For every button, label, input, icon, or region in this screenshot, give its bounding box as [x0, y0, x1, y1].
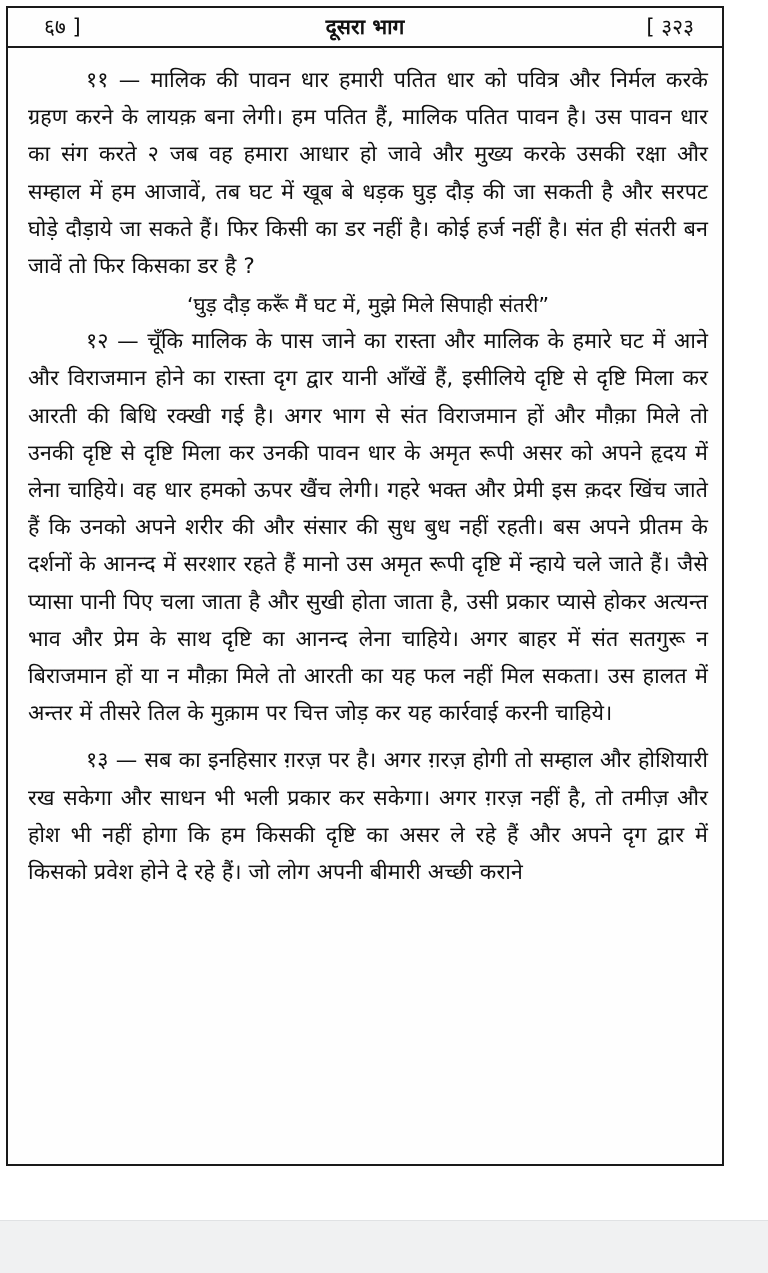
running-title: दूसरा भाग	[325, 15, 405, 39]
paragraph-gap	[28, 732, 708, 742]
page-body	[8, 48, 722, 891]
book-page	[6, 6, 724, 1166]
page-header	[8, 8, 722, 48]
paragraph-12: १२ — चूँकि मालिक के पास जाने का रास्ता और मालिक के हमारे घट में आने और विराजमान होने का रास्ता दृग द्वार यानी आँखें हैं, इसीलिये दृष्टि से दृष्टि मिला कर आरती की बिधि रक्खी गई है। अगर भाग से संत विराजमान हों और मौक़ा मिले तो उनकी दृष्टि से दृष्टि मिला कर उनकी पावन धार के अमृत रूपी असर को अपने हृदय में लेना चाहिये। वह धार हमको ऊपर खैंच लेगी। गहरे भक्त और प्रेमी इस क़दर खिंच जाते हैं कि उनको अपने शरीर की और संसार की सुध बुध नहीं रहती। बस अपने प्रीतम के दर्शनों के आनन्द में सरशार रहते हैं मानो उस अमृत रूपी दृष्टि में न्हाये चले जाते हैं। जैसे प्यासा पानी पिए चला जाता है और सुखी होता जाता है, उसी प्रकार प्यासे होकर अत्यन्त भाव और प्रेम के साथ दृष्टि का आनन्द लेना चाहिये। अगर बाहर में संत सतगुरू न बिराजमान हों या न मौक़ा मिले तो आरती का यह फल नहीं मिल सकता। उस हालत में अन्तर में तीसरे तिल के मुक़ाम पर चित्त जोड़ कर यह कार्रवाई करनी चाहिये।	[28, 329, 708, 727]
chapter-number: ६७ ]	[44, 15, 81, 39]
paragraph-11: ११ — मालिक की पावन धार हमारी पतित धार को पवित्र और निर्मल करके ग्रहण करने के लायक़ बना लेगी। हम पतित हैं, मालिक पतित पावन है। उस पावन धार का संग करते २ जब वह हमारा आधार हो जावे और मुख्य करके उसकी रक्षा और सम्हाल में हम आजावें, तब घट में खूब बे धड़क घुड़ दौड़ की जा सकती है और सरपट घोड़े दौड़ाये जा सकते हैं। फिर किसी का डर नहीं है। कोई हर्ज नहीं है। संत ही संतरी बन जावें तो फिर किसका डर है ?	[28, 68, 708, 280]
couplet-quote: ‘घुड़ दौड़ करूँ मैं घट में, मुझे मिले सिपाही संतरी”	[187, 293, 549, 318]
page-number: [ ३२३	[646, 15, 694, 39]
viewer-bottom-bar	[0, 1220, 768, 1273]
paragraph-13: १३ — सब का इनहिसार ग़रज़ पर है। अगर ग़रज़ होगी तो सम्हाल और होशियारी रख सकेगा और साधन भी भली प्रकार कर सकेगा। अगर ग़रज़ नहीं है, तो तमीज़ और होश भी नहीं होगा कि हम किसकी दृष्टि का असर ले रहे हैं और अपने दृग द्वार में किसको प्रवेश होने दे रहे हैं। जो लोग अपनी बीमारी अच्छी कराने	[28, 748, 708, 886]
